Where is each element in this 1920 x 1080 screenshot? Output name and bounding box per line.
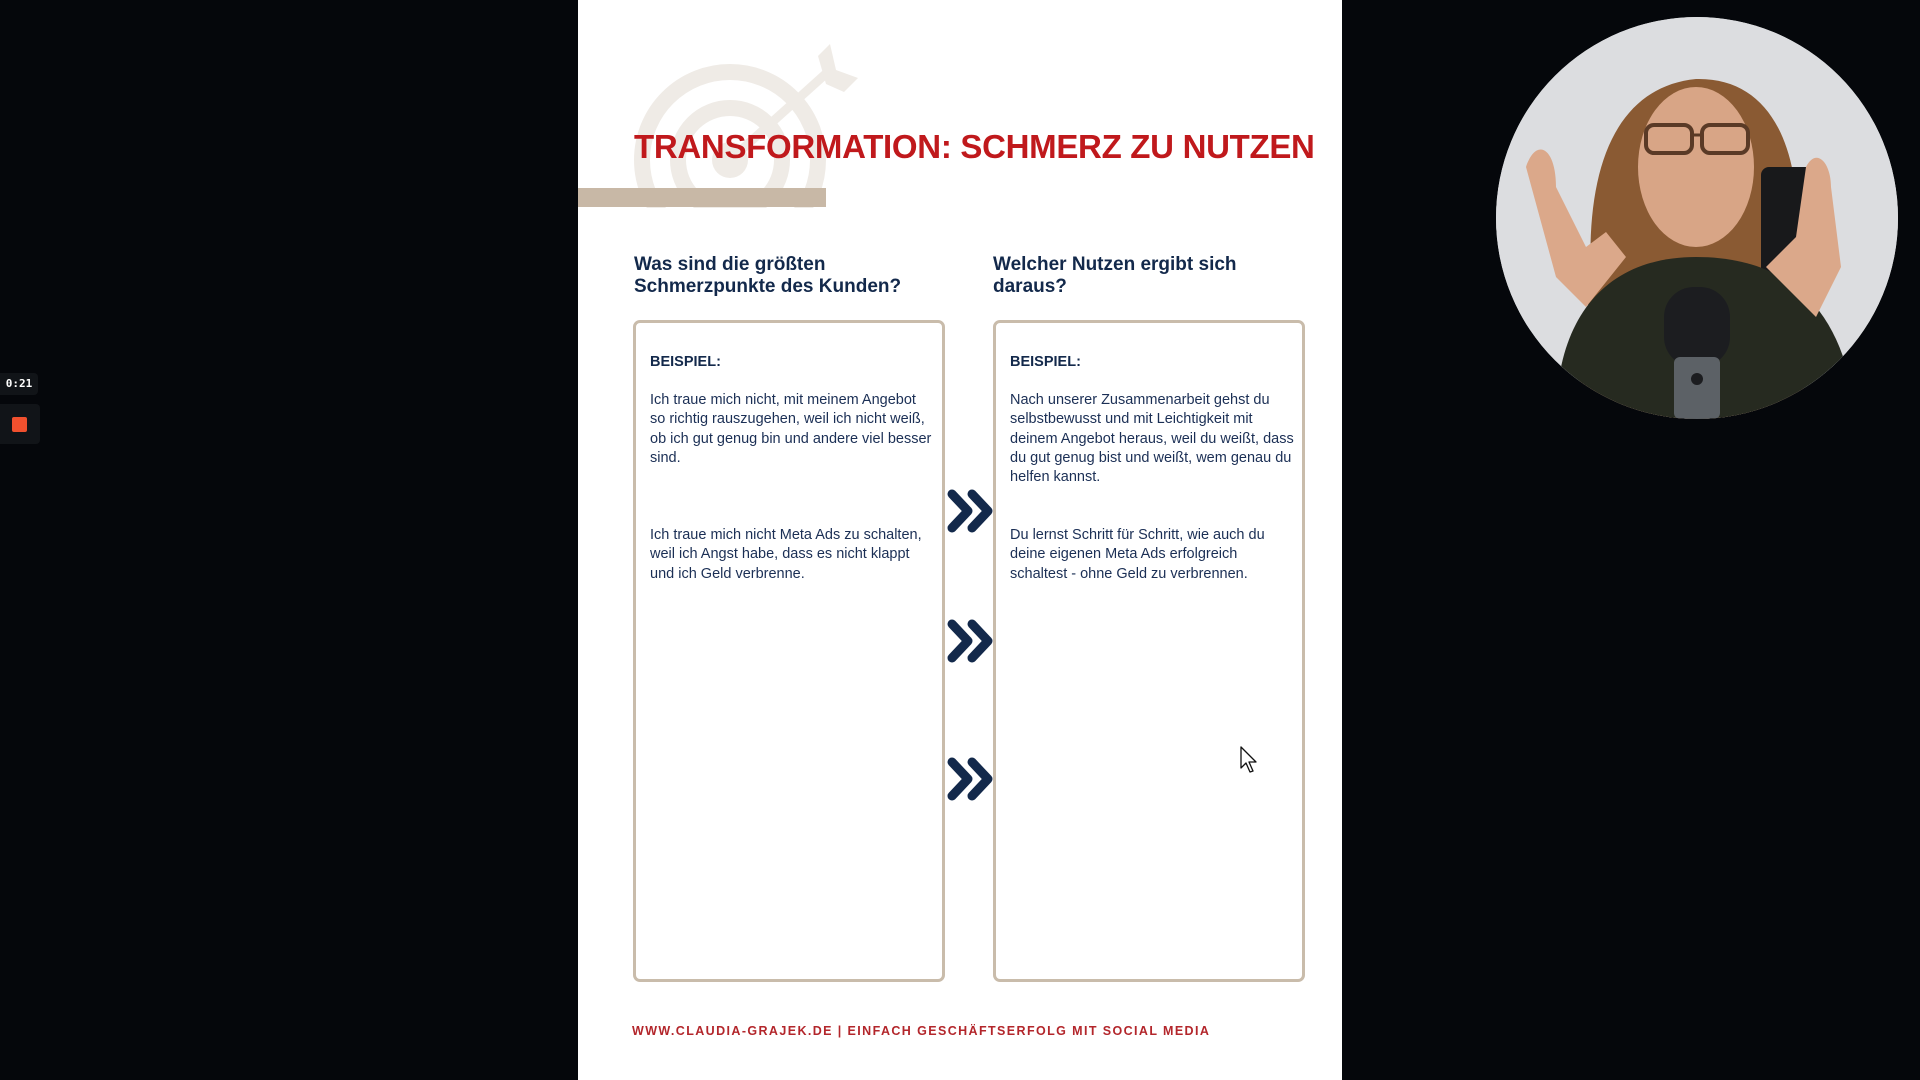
recording-timer: 0:21 (0, 373, 38, 395)
double-chevron-right-icon (946, 756, 994, 802)
double-chevron-right-icon (946, 618, 994, 664)
webcam-overlay (1496, 17, 1898, 419)
example-label: BEISPIEL: (1010, 354, 1081, 370)
right-column-heading: Welcher Nutzen ergibt sich daraus? (993, 254, 1237, 297)
pain-points-box (633, 320, 945, 982)
pain-point-text: Ich traue mich nicht, mit meinem Angebot so richtig rauszugehen, weil ich nicht weiß, ob ich gut genug bin und andere viel besser sind. (650, 392, 932, 466)
double-chevron-right-icon (946, 488, 994, 534)
stop-icon (12, 417, 27, 432)
stop-recording-button[interactable] (0, 404, 40, 444)
slide-title: TRANSFORMATION: SCHMERZ ZU NUTZEN (634, 128, 1315, 165)
benefit-text: Nach unserer Zusammenarbeit gehst du selbstbewusst und mit Leichtigkeit mit deinem Angebot heraus, weil du weißt, dass du gut genug bist und weißt, wem genau du helfen kannst. (1010, 392, 1294, 486)
target-icon (630, 40, 870, 208)
presentation-slide (578, 0, 1342, 1080)
benefit-text: Du lernst Schritt für Schritt, wie auch du deine eigenen Meta Ads erfolgreich schaltest - ohne Geld zu verbrennen. (1010, 527, 1265, 582)
mouse-cursor-icon (1240, 746, 1260, 774)
example-label: BEISPIEL: (650, 354, 721, 370)
presenter-video (1496, 17, 1898, 419)
benefits-box (993, 320, 1305, 982)
pain-point-text: Ich traue mich nicht Meta Ads zu schalten, weil ich Angst habe, dass es nicht klappt und ich Geld verbrenne. (650, 527, 922, 582)
accent-bar (578, 188, 826, 207)
left-column-heading: Was sind die größten Schmerzpunkte des Kunden? (634, 254, 902, 297)
slide-footer: WWW.CLAUDIA-GRAJEK.DE | EINFACH GESCHÄFTSERFOLG MIT SOCIAL MEDIA (632, 1024, 1211, 1038)
